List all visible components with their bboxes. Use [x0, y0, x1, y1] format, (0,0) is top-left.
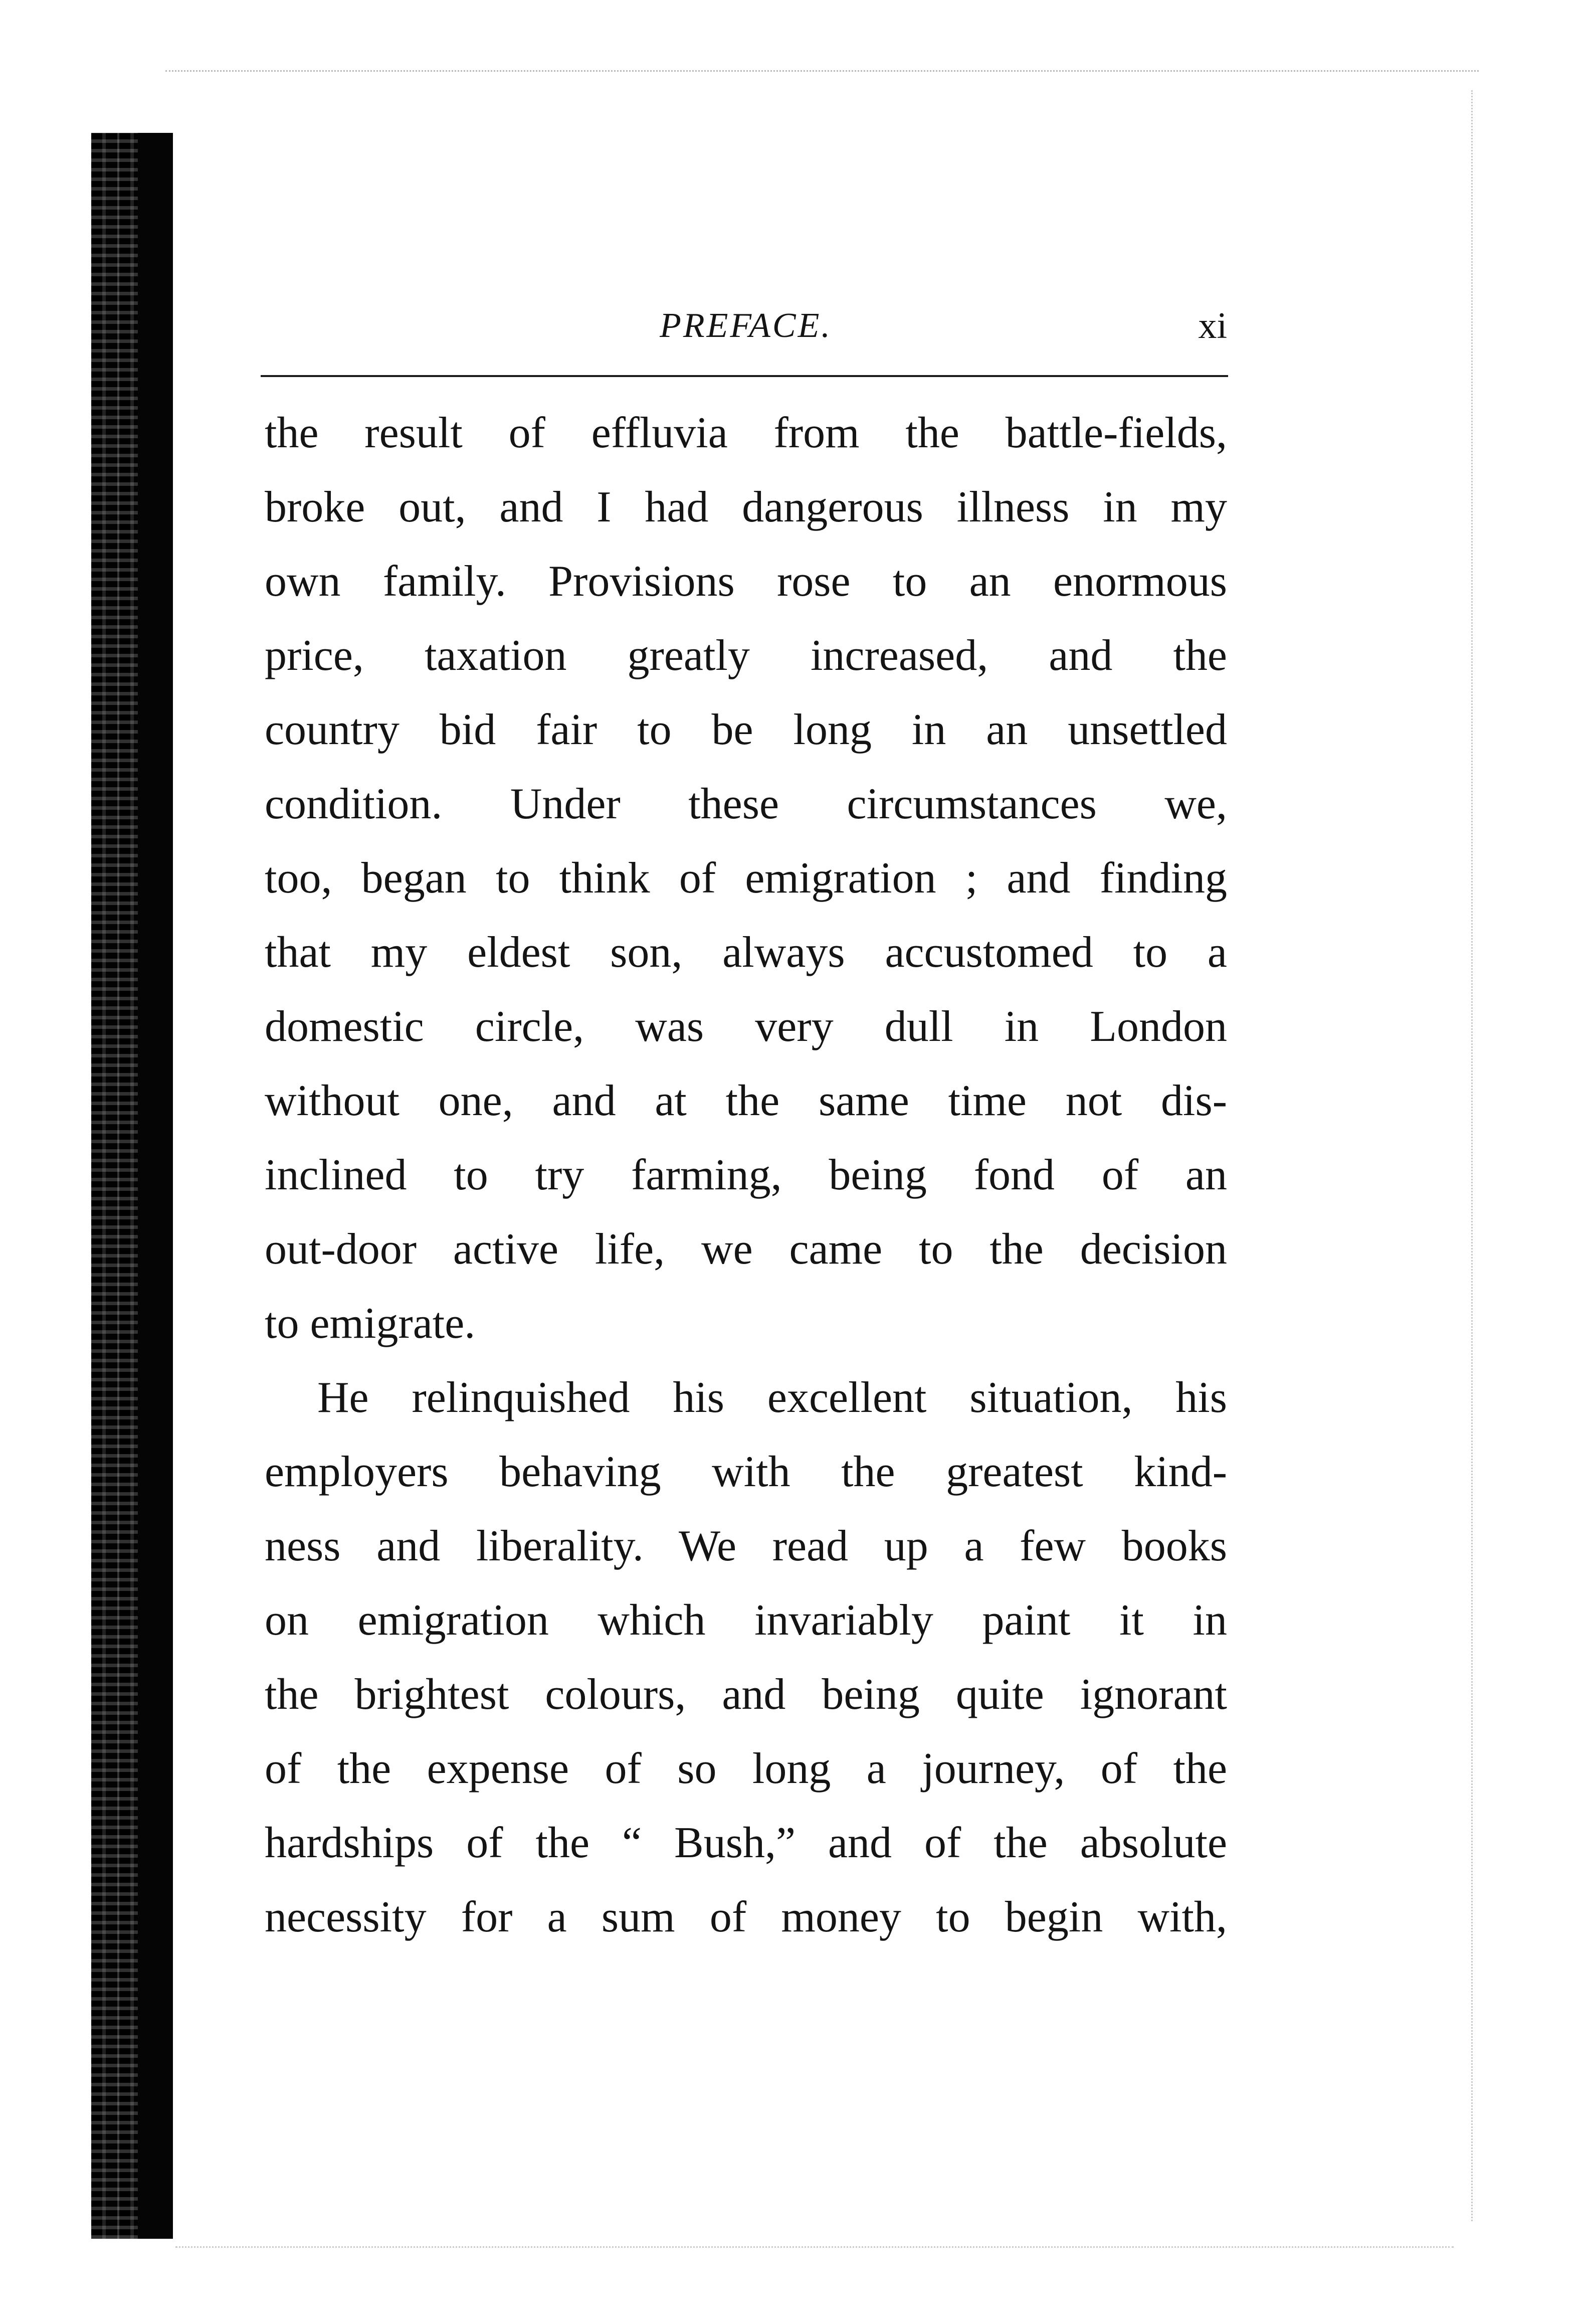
page-bottom-edge	[175, 2246, 1454, 2250]
header-rule	[261, 375, 1228, 377]
running-head	[265, 301, 1227, 351]
text-line: own family. Provisions rose to an enormous	[265, 557, 1227, 606]
binding-shadow	[138, 133, 173, 2239]
text-line: employers behaving with the greatest kind-	[265, 1448, 1227, 1496]
running-head-title: PREFACE.	[660, 306, 832, 345]
body-text	[265, 396, 1227, 1954]
text-line: ness and liberality. We read up a few books	[265, 1522, 1227, 1570]
page-top-edge	[165, 70, 1479, 74]
text-line: too, began to think of emigration ; and finding	[265, 854, 1227, 903]
page-number: xi	[1198, 305, 1227, 346]
text-line: out-door active life, we came to the decision	[265, 1225, 1227, 1274]
text-line: to emigrate.	[265, 1299, 476, 1348]
paragraph-first-line: He relinquished his excellent situation, his	[317, 1373, 1227, 1422]
text-line: that my eldest son, always accustomed to a	[265, 928, 1227, 977]
text-line: on emigration which invariably paint it in	[265, 1596, 1227, 1645]
text-line: the result of effluvia from the battle-fields,	[265, 409, 1227, 457]
text-line: domestic circle, was very dull in London	[265, 1002, 1227, 1051]
text-line: condition. Under these circumstances we,	[265, 780, 1227, 828]
text-line: broke out, and I had dangerous illness in my	[265, 483, 1227, 531]
text-line: inclined to try farming, being fond of an	[265, 1151, 1227, 1199]
text-line: without one, and at the same time not dis-	[265, 1077, 1227, 1125]
text-line: necessity for a sum of money to begin with,	[265, 1893, 1227, 1941]
text-line: hardships of the “ Bush,” and of the absolute	[265, 1819, 1227, 1867]
text-line: the brightest colours, and being quite ignorant	[265, 1670, 1227, 1719]
text-line: of the expense of so long a journey, of the	[265, 1744, 1227, 1793]
text-line: country bid fair to be long in an unsettled	[265, 705, 1227, 754]
page-right-edge	[1471, 90, 1475, 2221]
text-line: price, taxation greatly increased, and the	[265, 631, 1227, 680]
